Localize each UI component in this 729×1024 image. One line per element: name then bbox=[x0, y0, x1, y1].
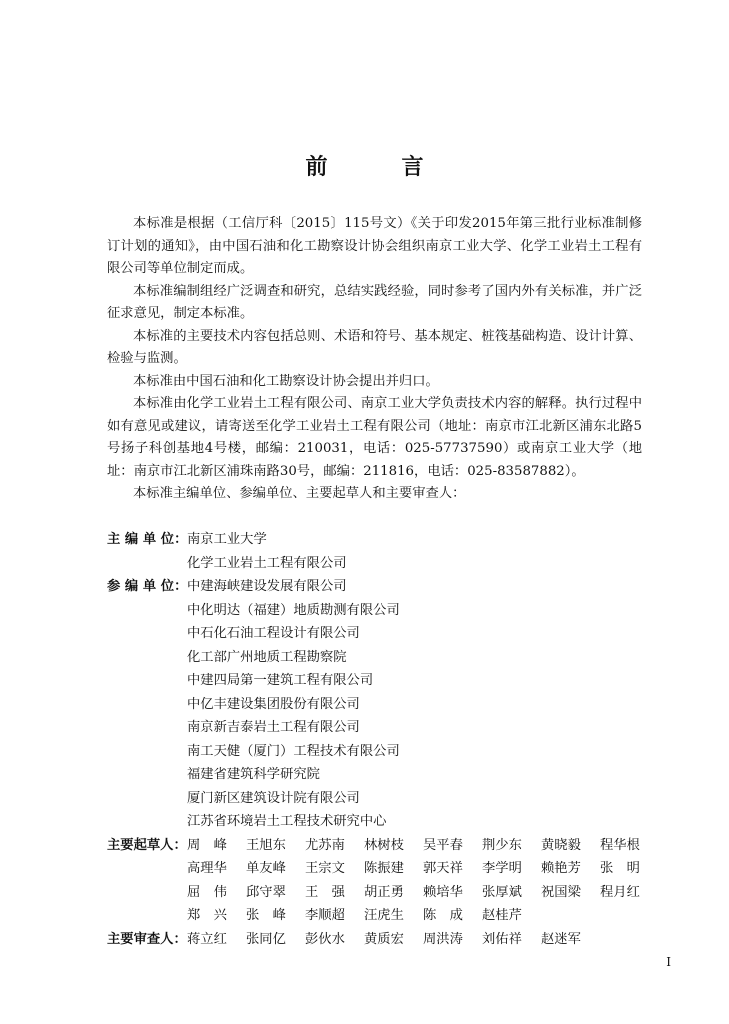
person-name: 吴平春 bbox=[423, 837, 463, 853]
org-item: 南工天健（厦门）工程技术有限公司 bbox=[187, 743, 400, 759]
drafters-label: 主要起草人： bbox=[107, 837, 187, 853]
person-name: 张同亿 bbox=[246, 931, 286, 947]
person-name: 尤苏南 bbox=[305, 837, 345, 853]
org-item: 中石化石油工程设计有限公司 bbox=[187, 626, 360, 641]
reviewers-row bbox=[107, 928, 667, 952]
person-name: 单友峰 bbox=[246, 861, 286, 876]
drafters-row bbox=[107, 834, 667, 928]
person-name: 张厚斌 bbox=[482, 884, 522, 900]
person-name: 郭天祥 bbox=[423, 861, 463, 876]
person-name: 黄质宏 bbox=[364, 931, 404, 947]
paragraph: 本标准由化学工业岩土工程有限公司、南京工业大学负责技术内容的解释。执行过程中如有意见或建议，请寄送至化学工业岩土工程有限公司（地址：南京市江北新区浦东北路5号扬子科创基地4号楼，邮编：210031，电话：025-57737590）或南京工业大学（地址：南京市江北新区浦珠南路30号，邮编：211816，电话：025-83587882）。 bbox=[107, 396, 642, 479]
person-name: 赵迷军 bbox=[541, 931, 581, 947]
person-name: 张 明 bbox=[600, 861, 640, 876]
person-name: 胡正勇 bbox=[364, 884, 404, 900]
person-name: 黄晓毅 bbox=[541, 837, 581, 853]
org-item: 厦门新区建筑设计院有限公司 bbox=[187, 790, 360, 806]
person-name: 蒋立红 bbox=[187, 931, 227, 947]
person-name: 李顺超 bbox=[305, 908, 345, 923]
org-item: 化学工业岩土工程有限公司 bbox=[187, 555, 347, 571]
person-name: 林树枝 bbox=[364, 837, 404, 853]
person-name: 赖培华 bbox=[423, 884, 463, 900]
person-name: 赖艳芳 bbox=[541, 861, 581, 876]
paragraph: 本标准的主要技术内容包括总则、术语和符号、基本规定、桩筏基础构造、设计计算、检验与监测。 bbox=[107, 328, 642, 366]
participating-units-label: 参 编 单 位： bbox=[107, 579, 188, 594]
person-name: 张 峰 bbox=[246, 908, 286, 923]
org-item: 中化明达（福建）地质勘测有限公司 bbox=[187, 602, 400, 618]
org-item: 中建四局第一建筑工程有限公司 bbox=[187, 673, 374, 688]
person-name: 陈 成 bbox=[423, 908, 463, 923]
person-name: 李学明 bbox=[482, 861, 522, 876]
participating-units-list bbox=[187, 575, 667, 834]
paragraph: 本标准是根据（工信厅科〔2015〕115号文）《关于印发2015年第三批行业标准制修订计划的通知》，由中国石油和化工勘察设计协会组织南京工业大学、化学工业岩土工程有限公司等单位制定而成。 bbox=[107, 216, 642, 276]
org-item: 中建海峡建设发展有限公司 bbox=[187, 579, 347, 594]
person-name: 程月红 bbox=[600, 884, 640, 900]
person-name: 高理华 bbox=[187, 861, 227, 876]
chief-units-label: 主 编 单 位： bbox=[107, 532, 188, 547]
paragraph: 本标准由中国石油和化工勘察设计协会提出并归口。 bbox=[133, 373, 439, 389]
reviewers-list bbox=[187, 928, 667, 952]
person-name: 程华根 bbox=[600, 837, 640, 853]
person-name: 赵桂芹 bbox=[482, 908, 522, 923]
org-item: 福建省建筑科学研究院 bbox=[187, 767, 320, 782]
person-name: 陈振建 bbox=[364, 861, 404, 876]
person-name: 周 峰 bbox=[187, 837, 227, 853]
page-number: I bbox=[666, 955, 671, 969]
org-item: 南京工业大学 bbox=[187, 532, 267, 547]
person-name: 刘佑祥 bbox=[482, 931, 522, 947]
person-name: 王 强 bbox=[305, 884, 345, 900]
person-name: 汪虎生 bbox=[364, 908, 404, 923]
units-section bbox=[107, 528, 667, 951]
person-name: 彭伙水 bbox=[305, 931, 345, 947]
org-item: 化工部广州地质工程勘察院 bbox=[187, 649, 347, 665]
chief-units-row bbox=[107, 528, 667, 575]
person-name: 荆少东 bbox=[482, 837, 522, 853]
person-name: 王旭东 bbox=[246, 837, 286, 853]
page-title: 前 言 bbox=[305, 155, 450, 180]
preface-body bbox=[107, 213, 642, 506]
drafters-list bbox=[187, 834, 667, 928]
person-name: 郑 兴 bbox=[187, 908, 227, 923]
reviewers-label: 主要审查人： bbox=[107, 931, 187, 947]
person-name: 祝国梁 bbox=[541, 884, 581, 900]
org-item: 中亿丰建设集团股份有限公司 bbox=[187, 696, 360, 712]
person-name: 屈 伟 bbox=[187, 884, 227, 900]
person-name: 王宗文 bbox=[305, 861, 345, 876]
org-item: 江苏省环境岩土工程技术研究中心 bbox=[187, 814, 387, 829]
chief-units-list bbox=[187, 528, 667, 575]
paragraph: 本标准主编单位、参编单位、主要起草人和主要审查人： bbox=[133, 486, 466, 501]
paragraph: 本标准编制组经广泛调查和研究，总结实践经验，同时参考了国内外有关标准，并广泛征求意见，制定本标准。 bbox=[107, 283, 642, 321]
person-name: 邱守翠 bbox=[246, 884, 286, 900]
participating-units-row bbox=[107, 575, 667, 834]
person-name: 周洪涛 bbox=[423, 931, 463, 947]
org-item: 南京新吉泰岩土工程有限公司 bbox=[187, 720, 360, 735]
